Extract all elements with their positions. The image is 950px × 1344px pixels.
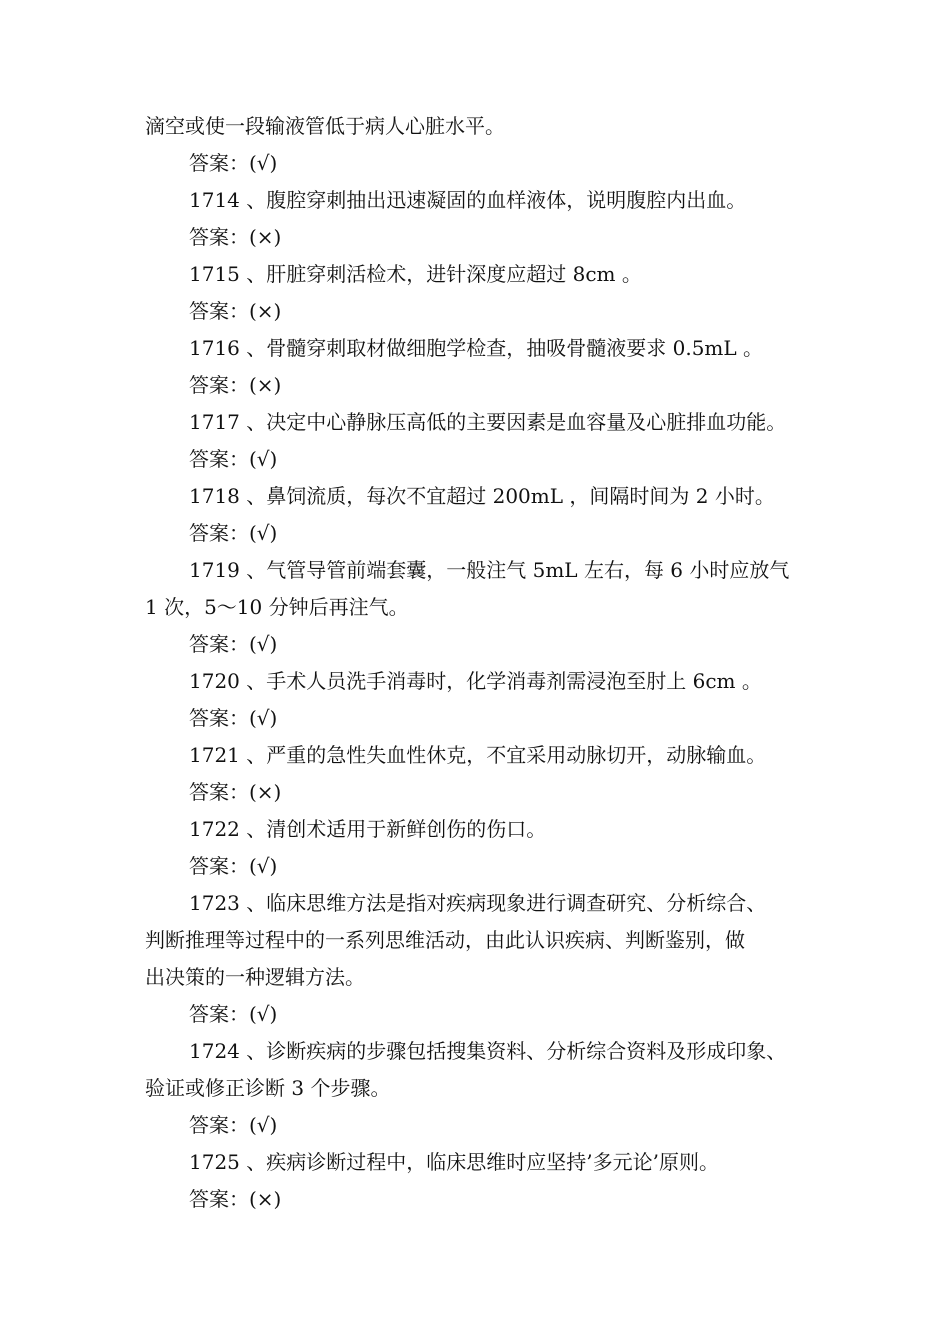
text-line: 验证或修正诊断 3 个步骤。 <box>145 1076 391 1100</box>
text-line: 答案：(√) <box>189 447 278 471</box>
text-line: 答案：(√) <box>189 854 278 878</box>
text-line: 出决策的一种逻辑方法。 <box>145 965 365 989</box>
text-line: 答案：(×) <box>189 1187 282 1211</box>
document-body <box>145 108 825 1218</box>
text-line: 答案：(√) <box>189 1113 278 1137</box>
text-line: 1719 、气管导管前端套囊，一般注气 5mL 左右，每 6 小时应放气 <box>189 558 790 582</box>
text-line: 滴空或使一段输液管低于病人心脏水平。 <box>145 114 505 138</box>
text-line: 1724 、诊断疾病的步骤包括搜集资料、分析综合资料及形成印象、 <box>189 1039 787 1063</box>
text-line: 1715 、肝脏穿刺活检术，进针深度应超过 8cm 。 <box>189 262 642 286</box>
text-line: 1721 、严重的急性失血性休克，不宜采用动脉切开，动脉输血。 <box>189 743 767 767</box>
text-line: 答案：(√) <box>189 632 278 656</box>
text-line: 1716 、骨髓穿刺取材做细胞学检查，抽吸骨髓液要求 0.5mL 。 <box>189 336 764 360</box>
text-line: 答案：(×) <box>189 299 282 323</box>
text-line: 1725 、疾病诊断过程中，临床思维时应坚持’多元论’原则。 <box>189 1150 719 1174</box>
text-line: 答案：(×) <box>189 225 282 249</box>
text-line: 答案：(√) <box>189 1002 278 1026</box>
text-line: 答案：(√) <box>189 706 278 730</box>
text-line: 答案：(√) <box>189 521 278 545</box>
text-line: 1720 、手术人员洗手消毒时，化学消毒剂需浸泡至肘上 6cm 。 <box>189 669 762 693</box>
text-line: 1714 、腹腔穿刺抽出迅速凝固的血样液体，说明腹腔内出血。 <box>189 188 747 212</box>
text-line: 答案：(√) <box>189 151 278 175</box>
text-line: 1718 、鼻饲流质，每次不宜超过 200mL ，间隔时间为 2 小时。 <box>189 484 775 508</box>
text-line: 1 次，5～10 分钟后再注气。 <box>145 595 409 619</box>
text-line: 1722 、清创术适用于新鲜创伤的伤口。 <box>189 817 547 841</box>
text-line: 答案：(×) <box>189 780 282 804</box>
text-line: 答案：(×) <box>189 373 282 397</box>
text-line: 1717 、决定中心静脉压高低的主要因素是血容量及心脏排血功能。 <box>189 410 787 434</box>
text-line: 1723 、临床思维方法是指对疾病现象进行调查研究、分析综合、 <box>189 891 767 915</box>
text-line: 判断推理等过程中的一系列思维活动，由此认识疾病、判断鉴别，做 <box>145 928 745 952</box>
